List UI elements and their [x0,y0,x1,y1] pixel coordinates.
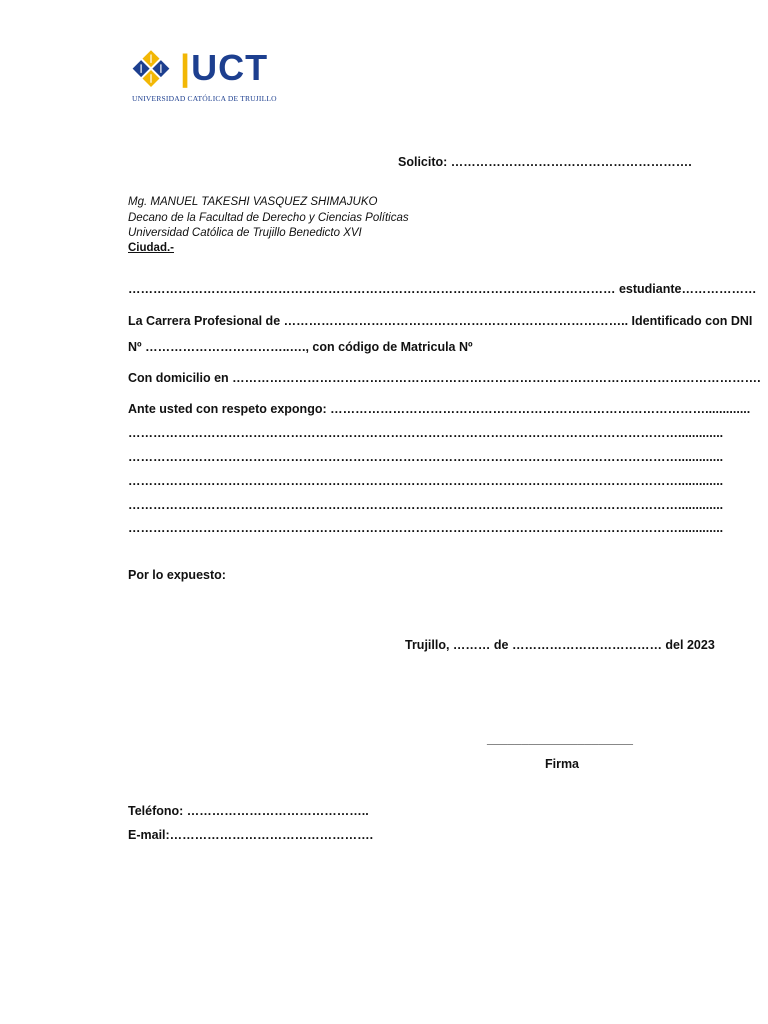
body-line-student: ……………………………………………………………………………………………………… estudiante……………… [128,282,757,296]
phone-line: Teléfono: …………………………………….. [128,804,369,818]
body-line-career: La Carrera Profesional de ……………………………………………………………………….. Identificado con DNI [128,314,753,328]
uct-emblem-icon [128,48,174,92]
addressee-name: Mg. MANUEL TAKESHI VASQUEZ SHIMAJUKO [128,196,378,208]
addressee-position: Decano de la Facultad de Derecho y Ciencias Políticas [128,212,409,224]
body-blank-line: ……………………………………………………………………………………………………………………............. [128,521,724,535]
solicito-line: Solicito: …………………………………………………. [398,155,692,169]
uct-logo [128,46,278,106]
body-line-dni: Nº ……………………………..…., con código de Matricula Nº [128,340,473,354]
body-blank-line: ……………………………………………………………………………………………………………………............. [128,450,724,464]
body-blank-line: ……………………………………………………………………………………………………………………............. [128,426,724,440]
date-line: Trujillo, ……… de ……………………………… del 2023 [405,638,715,652]
logo-subtitle: UNIVERSIDAD CATÓLICA DE TRUJILLO [132,94,277,103]
body-line-expongo: Ante usted con respeto expongo: ………………………………………………………………………………............. [128,402,751,416]
addressee-institution: Universidad Católica de Trujillo Benedicto XVI [128,227,362,239]
closing-text: Por lo expuesto: [128,568,226,582]
signature-label: Firma [544,757,580,771]
logo-brand-text: |UCT [180,47,269,88]
body-line-address: Con domicilio en ………………………………………………………………………………………………………………. [128,371,761,385]
body-blank-line: ……………………………………………………………………………………………………………………............. [128,474,724,488]
email-line: E-mail:…………………………………………. [128,828,374,842]
addressee-city: Ciudad.- [128,242,174,254]
body-blank-line: ……………………………………………………………………………………………………………………............. [128,498,724,512]
signature-line: _____________________ [487,732,633,746]
